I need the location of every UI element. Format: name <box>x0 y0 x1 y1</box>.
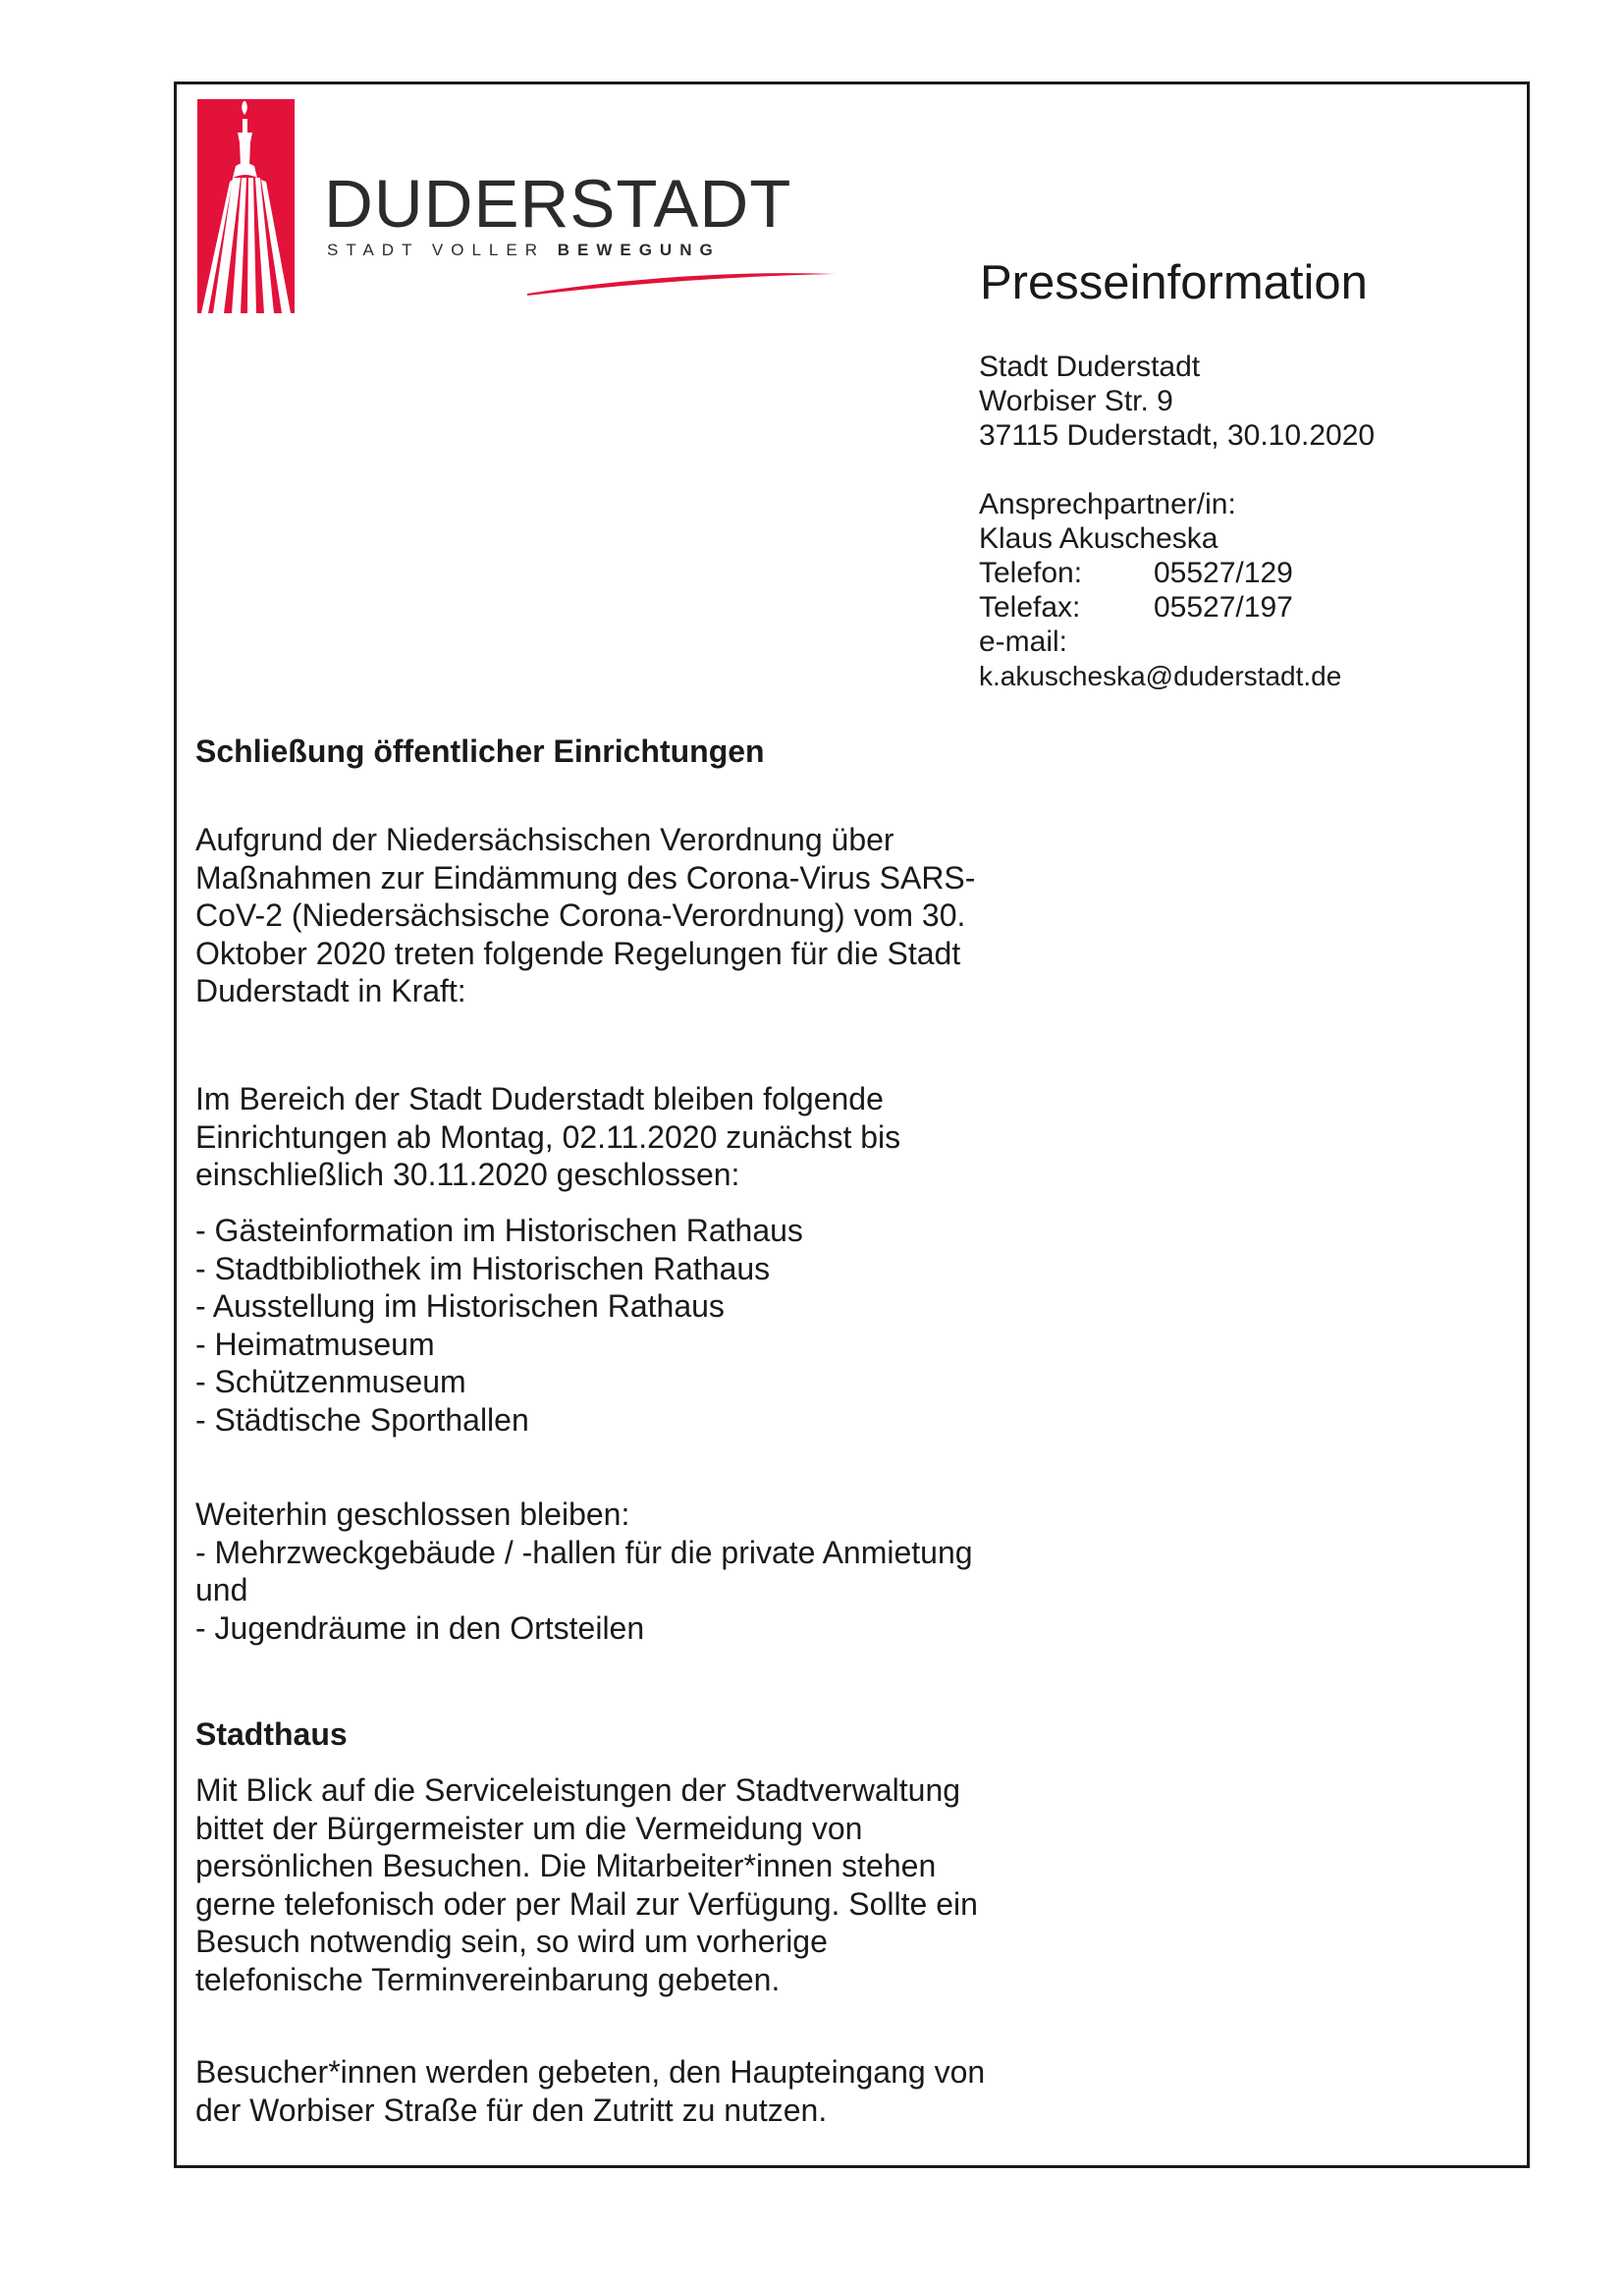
visitor-paragraph: Besucher*innen werden gebeten, den Haupteingang von der Worbiser Straße für den Zutritt zu nutzen. <box>195 2054 986 2128</box>
stadthaus-text-block <box>195 1771 991 1998</box>
further-block <box>195 1496 991 1647</box>
visitor-block <box>195 2053 991 2129</box>
contact-block <box>979 350 1375 693</box>
address-line: Worbiser Str. 9 <box>979 385 1173 417</box>
email-label: e-mail: <box>979 626 1068 658</box>
list-item: - Mehrzweckgebäude / -hallen für die private Anmietung und <box>195 1534 973 1607</box>
page-title: Presseinformation <box>980 256 1368 309</box>
stadthaus-paragraph: Mit Blick auf die Serviceleistungen der Stadtverwaltung bittet der Bürgermeister um die Vermeidung von persönlichen Besuchen. Die Mitarbeiter*innen stehen gerne telefonisch oder per Mail zur Verfügung. Sollte ein Besuch notwendig sein, so wird um vorherige telefonische Terminvereinbarung gebeten. <box>195 1772 978 1997</box>
logo-slogan <box>327 242 721 258</box>
intro-paragraph: Aufgrund der Niedersächsischen Verordnung über Maßnahmen zur Eindämmung des Corona-Virus SARS-CoV-2 (Niedersächsische Corona-Verordnung) vom 30. Oktober 2020 treten folgende Regelungen für die Stadt Duderstadt in Kraft: <box>195 822 976 1008</box>
slogan-bold: BEWEGUNG <box>557 241 721 259</box>
address-line: 37115 Duderstadt, 30.10.2020 <box>979 419 1376 452</box>
list-item: - Schützenmuseum <box>195 1364 466 1399</box>
intro-block <box>195 821 991 1010</box>
closed-facilities-list <box>195 1212 991 1439</box>
article-headline-block <box>195 733 991 771</box>
article-headline: Schließung öffentlicher Einrichtungen <box>195 734 765 769</box>
phone-row <box>979 556 1375 590</box>
phone-value: 05527/129 <box>1154 557 1293 589</box>
stadthaus-heading: Stadthaus <box>195 1716 348 1752</box>
list-item: - Jugendräume in den Ortsteilen <box>195 1609 645 1646</box>
email-link[interactable]: k.akuscheska@duderstadt.de <box>979 661 1342 691</box>
phone-label: Telefon: <box>979 557 1083 589</box>
contact-label: Ansprechpartner/in: <box>979 488 1236 520</box>
list-item: - Gästeinformation im Historischen Rathaus <box>195 1213 803 1248</box>
further-label: Weiterhin geschlossen bleiben: <box>195 1496 630 1532</box>
fax-row <box>979 590 1375 625</box>
logo-wordmark: DUDERSTADT <box>324 166 792 242</box>
stadthaus-block <box>195 1715 991 1754</box>
list-item: - Städtische Sporthallen <box>195 1401 529 1438</box>
fax-label: Telefax: <box>979 591 1081 624</box>
list-item: - Stadtbibliothek im Historischen Rathaus <box>195 1250 771 1286</box>
fax-value: 05527/197 <box>1154 591 1293 624</box>
closure-block <box>195 1080 991 1194</box>
list-item: - Ausstellung im Historischen Rathaus <box>195 1288 725 1324</box>
closed-list-block <box>195 1212 991 1439</box>
list-item: - Heimatmuseum <box>195 1326 435 1362</box>
address-line: Stadt Duderstadt <box>979 351 1201 383</box>
closure-intro-paragraph: Im Bereich der Stadt Duderstadt bleiben folgende Einrichtungen ab Montag, 02.11.2020 zunächst bis einschließlich 30.11.2020 geschlossen: <box>195 1081 901 1192</box>
slogan-light: STADT VOLLER <box>327 241 545 259</box>
further-closed-list <box>195 1534 991 1648</box>
contact-name: Klaus Akuscheska <box>979 522 1218 555</box>
